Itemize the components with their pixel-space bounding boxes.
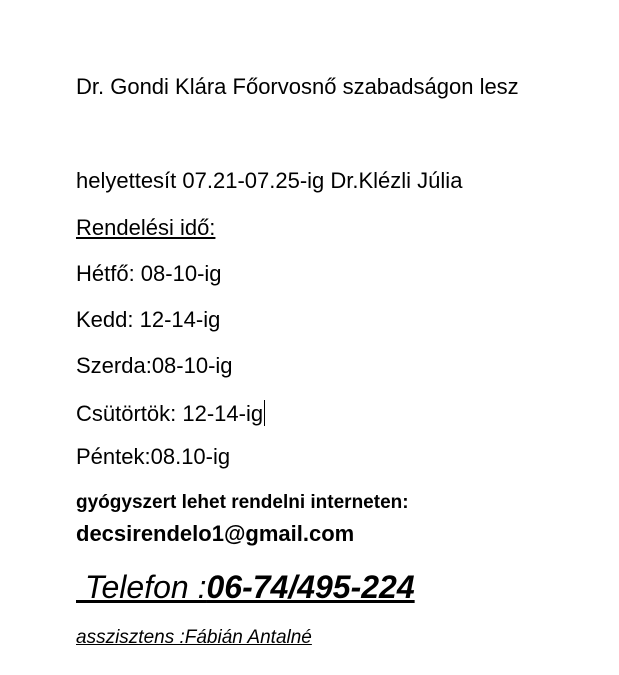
phone-label: Telefon : — [76, 569, 207, 605]
assistant-name: asszisztens :Fábián Antalné — [76, 627, 312, 648]
schedule-tuesday: Kedd: 12-14-ig — [76, 307, 221, 332]
phone-number: 06-74/495-224 — [206, 569, 415, 605]
online-order-note: gyógyszert lehet rendelni interneten: — [76, 492, 409, 513]
schedule-wednesday: Szerda:08-10-ig — [76, 353, 233, 378]
phone-line — [76, 571, 415, 603]
schedule-friday: Péntek:08.10-ig — [76, 444, 231, 469]
substitute-doctor-line: helyettesít 07.21-07.25-ig Dr.Klézli Júlia — [76, 168, 463, 193]
office-hours-heading: Rendelési idő: — [76, 215, 216, 240]
text-cursor — [264, 400, 265, 426]
contact-email: decsirendelo1@gmail.com — [76, 521, 355, 546]
schedule-monday: Hétfő: 08-10-ig — [76, 261, 222, 286]
leave-announcement: Dr. Gondi Klára Főorvosnő szabadságon lesz — [76, 74, 519, 99]
schedule-thursday: Csütörtök: 12-14-ig — [76, 401, 264, 426]
schedule-thursday-row — [76, 400, 265, 426]
